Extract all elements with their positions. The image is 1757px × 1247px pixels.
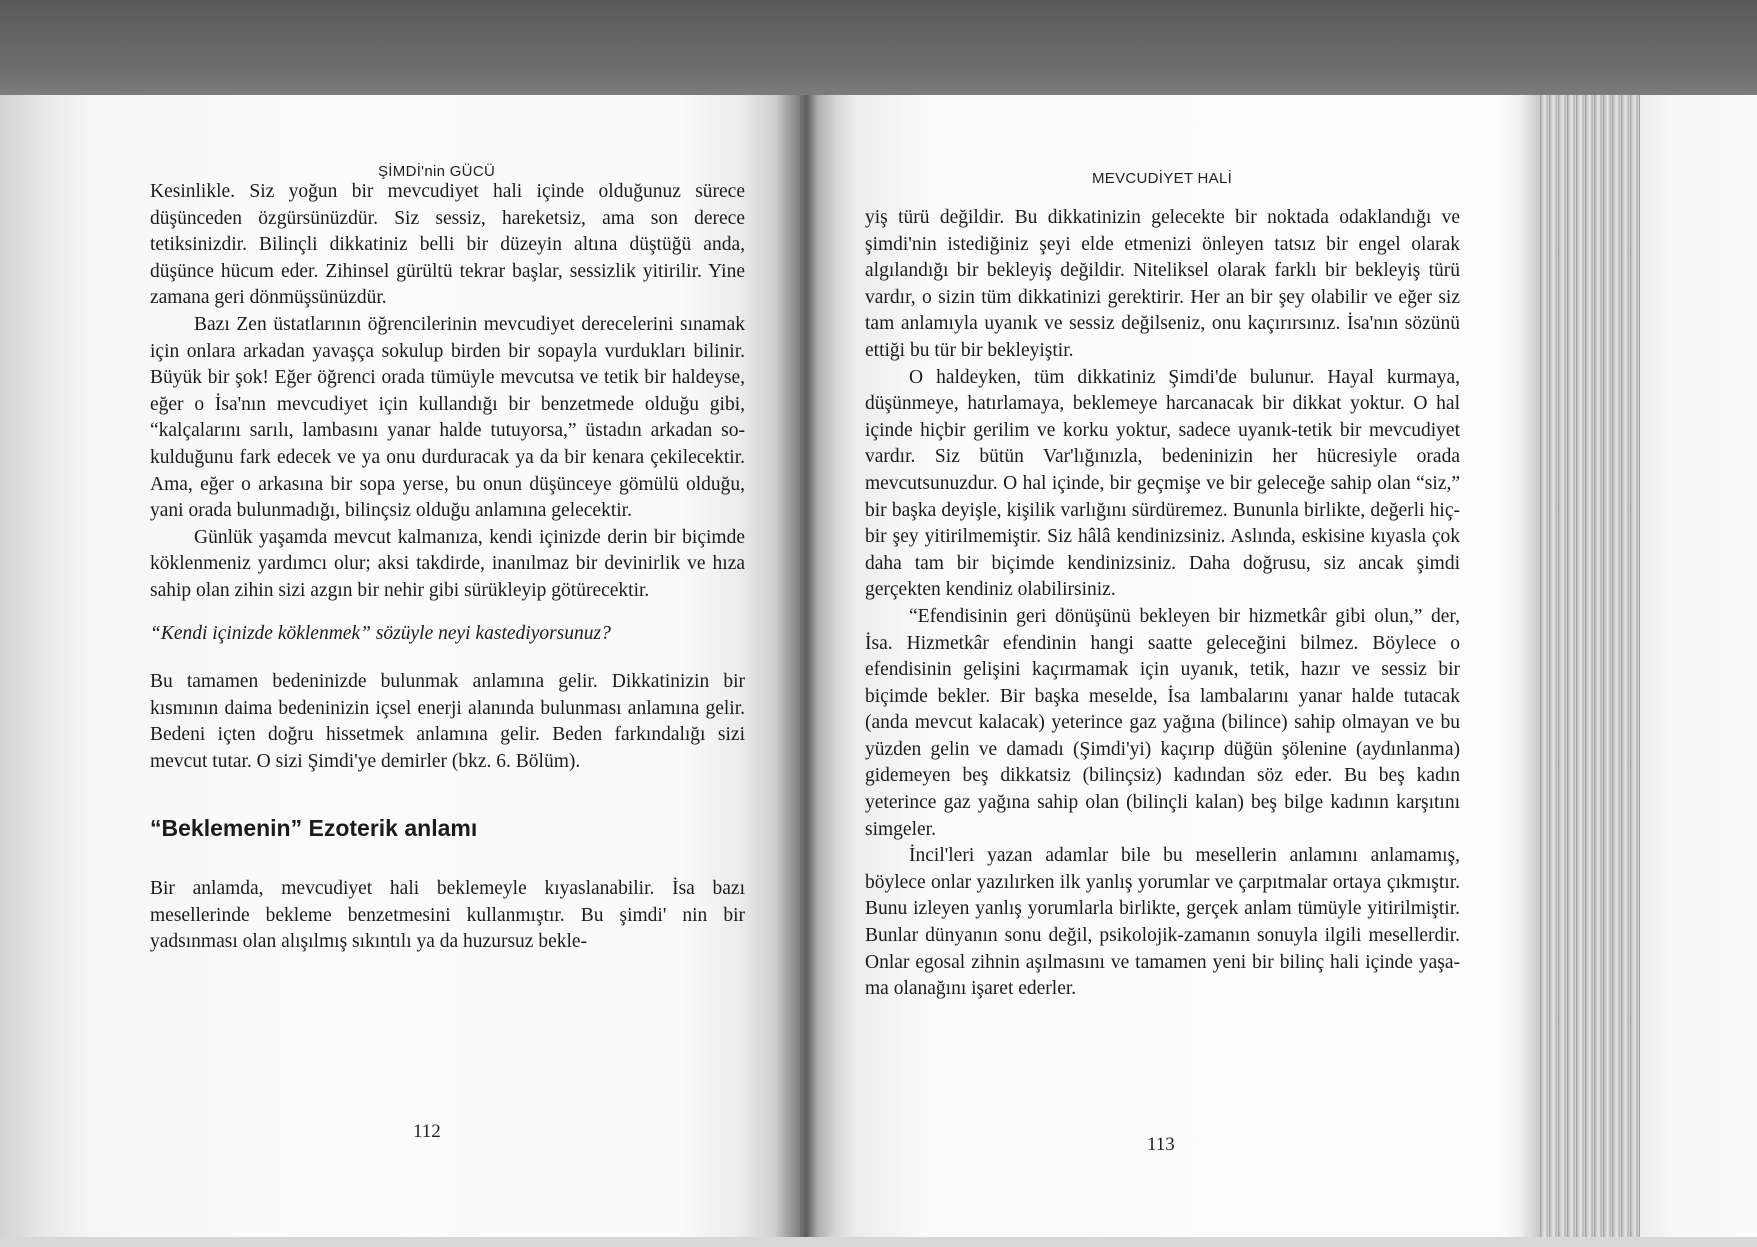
page-edges-margin [1640,95,1757,1237]
right-running-head: MEVCUDİYET HALİ [1092,170,1233,187]
scanner-background-top [0,0,1757,95]
left-page-body [150,179,745,956]
right-page-body [865,205,1460,1003]
left-page-number: 112 [413,1121,441,1142]
right-page-number: 113 [1147,1134,1175,1155]
page-edges-stack [1540,95,1640,1237]
left-paragraph-after-heading: Bir anlamda, mevcudiyet hali beklemeyle kıyaslanabilir. İsa bazı mesellerinde bekleme benzetmesini kullanmıştır. Bu şimdi' nin bir yadsınması olan alışılmış sıkıntılı ya da huzursuz bekle- [150,878,745,953]
left-paragraph-3: Günlük yaşamda mevcut kalmanıza, kendi içinizde derin bir biçimde köklenmeniz yardımcı olur; aksi takdirde, inanılmaz bir devinirlik ve hıza sahip olan zihin sizi azgın bir nehir gibi sürükleyip götürecektir. [150,526,745,601]
right-paragraph-4: İncil'leri yazan adamlar bile bu mesellerin anlamını anlamamış, böylece onlar yazılırken ilk yanlış yorumlar ve çarpıtmalar ortaya çıkmıştır. Bunu izleyen yanlış yorumlarla birlikte, gerçek anlam tümüyle yitirilmiştir. Bunlar dünyanın sonu değil, psikolojik-zamanın sonuyla ilgili mesellerdir. Onlar egosal zihnin aşılmasını ve tamamen yeni bir bilinç hali içinde yaşama olanağını işaret ederler. [865,845,1460,1000]
book-gutter-shadow [775,95,835,1237]
question-text: “Kendi içinizde köklenmek” sözüyle neyi kastediyorsunuz? [150,622,611,644]
left-paragraph-1: Kesinlikle. Siz yoğun bir mevcudiyet hali içinde olduğunuz sürece düşünceden özgürsünüzdür. Siz sessiz, hareketsiz, ama son derece tetiksinizdir. Bilinçli dikkatiniz belli bir düzeyin altına düştüğü anda, düşünce hücum eder. Zihinsel gürültü tekrar başlar, sessizlik yitirilir. Yine zamana geri dönmüşsünüzdür. [150,181,745,309]
right-paragraph-1: yiş türü değildir. Bu dikkatinizin gelecekte bir noktada odaklandığı ve şimdi'nin istediğiniz şeyi elde etmenizi önleyen tatsız bir engel olarak algılandığı bir bekleyiş değildir. Niteliksel olarak farklı bir bekleyiş türü vardır, o sizin tüm dikkatinizi gerektirir. Her an bir şey olabilir ve eğer siz tam anlamıyla uyanık ve sessiz değilseniz, onu kaçırırsınız. İsa'nın sözünü ettiği bu tür bir bekleyiştir. [865,207,1460,361]
left-running-head: ŞİMDİ'nin GÜCÜ [378,163,496,180]
answer-paragraph: Bu tamamen bedeninizde bulunmak anlamına gelir. Dikkatinizin bir kısmının daima bedeninizin içsel enerji alanında bulunması anlamına gelir. Bedeni içten doğru hissetmek anlamına gelir. Beden farkındalığı sizi mevcut tutar. O sizi Şimdi'ye demirler (bkz. 6. Bölüm). [150,671,745,772]
right-paragraph-2: O haldeyken, tüm dikkatiniz Şimdi'de bulunur. Hayal kurmaya, düşünmeye, hatırlamaya, beklemeye harcanacak bir dikkat yoktur. O hal içinde hiçbir gerilim ve korku yoktur, sadece uyanık-tetik bir mevcudiyet vardır. Siz bütün Var'lığınızla, bedeninizin her hücresiyle orada mevcutsunuzdur. O hal içinde, bir geçmişe ve bir geleceğe sahip olan “siz,” bir başka deyişle, kişilik varlığını sürdüremez. Bununla birlikte, değerli hiçbir şey yitirilmemiştir. Siz hâlâ kendinizsiniz. Aslında, eskisine kıyasla çok daha tam bir biçimde kendinizsiniz. Daha doğrusu, siz ancak şimdi gerçekten kendiniz olabilirsiniz. [865,366,1460,601]
left-paragraph-2: Bazı Zen üstatlarının öğrencilerinin mevcudiyet derecelerini sınamak için onlara arkadan yavaşça sokulup birden bir sopayla vurdukları bilinir. Büyük bir şok! Eğer öğrenci orada tümüyle mevcutsa ve tetik bir haldeyse, eğer o İsa'nın mevcudiyet için kullandığı bir benzetmede olduğu gibi, “kalçalarını sarılı, lambasını yanar halde tutuyorsa,” üstadın arkadan sokulduğunu fark edecek ve ya onu durduracak ya da bir kenara çekilecektir. Ama, eğer o arkasına bir sopa yerse, bu onun düşünceye gömülü olduğu, yani orada bulunmadığı, bilinçsiz olduğu anlamına gelecektir. [150,313,745,522]
section-heading: “Beklemenin” Ezoterik anlamı [150,815,478,842]
right-paragraph-3: “Efendisinin geri dönüşünü bekleyen bir hizmetkâr gibi olun,” der, İsa. Hizmetkâr efendinin hangi saatte geleceğini bilmez. Böylece o efendisinin gelişini kaçırmamak için uyanık, tetik, hazır ve sessiz bir biçimde bekler. Bir başka meselde, İsa lambalarını yanar halde tutacak (anda mevcut kalacak) yeterince gaz yağına (bilince) sahip olmayan ve bu yüzden gelin ve damadı (Şimdi'yi) kaçırıp düğün şölenine (aydınlanma) gidemeyen beş dikkatsiz (bilinçsiz) kadından söz eder. Bu beş kadın yeterince gaz yağına sahip olan (bilinçli kalan) beş bilge kadının karşıtını simgeler. [865,605,1460,840]
scanner-background-bottom [0,1237,1757,1247]
